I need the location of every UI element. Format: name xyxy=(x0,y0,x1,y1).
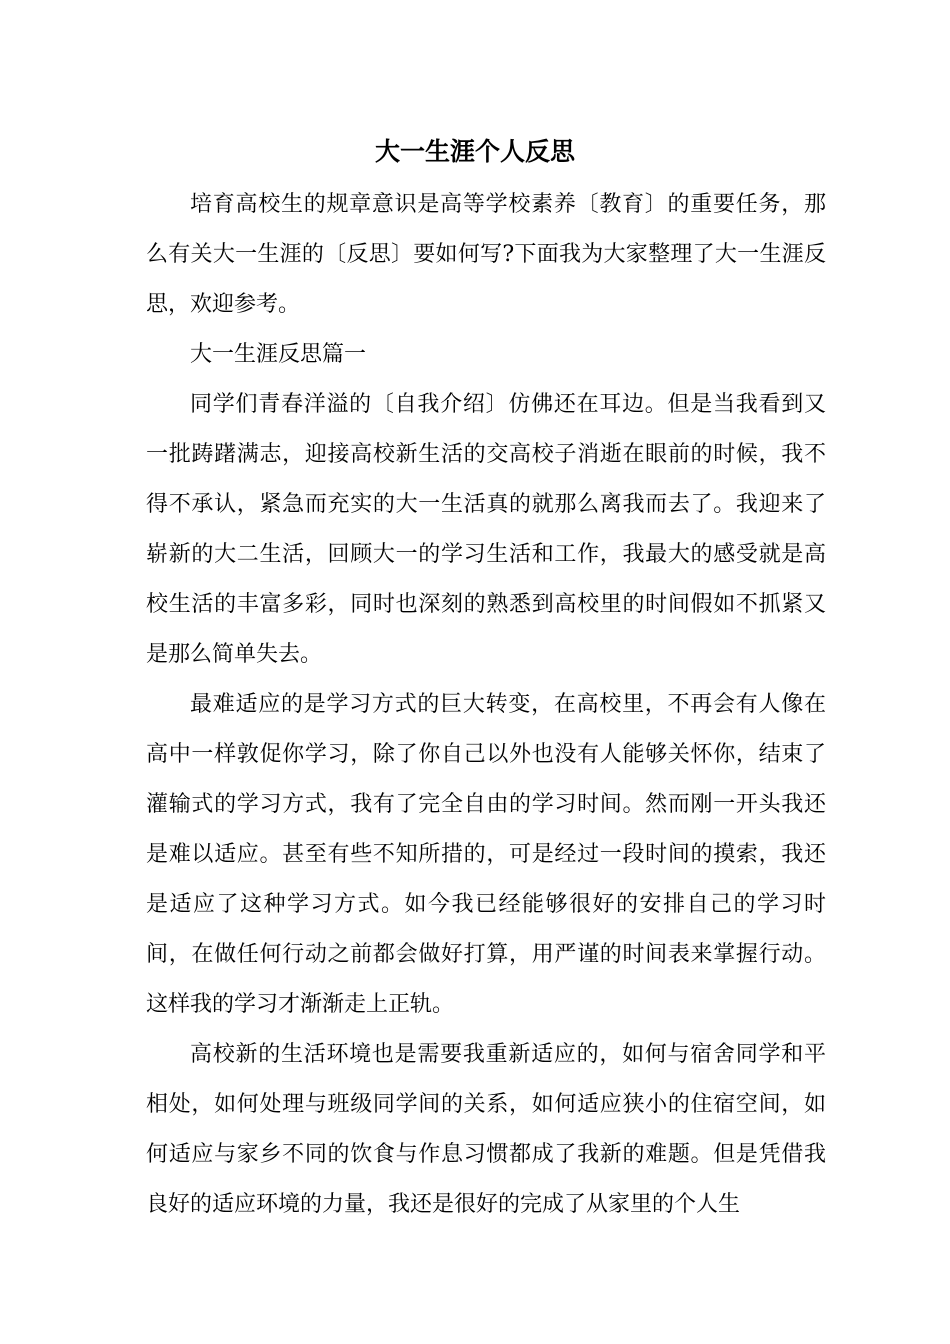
paragraph-2: 最难适应的是学习方式的巨大转变，在高校里，不再会有人像在高中一样敦促你学习，除了你自己以外也没有人能够关怀你，结束了灌输式的学习方式，我有了完全自由的学习时间。然而刚一开头我还是难以适应。甚至有些不知所措的，可是经过一段时间的摸索，我还是适应了这种学习方式。如今我已经能够很好的安排自己的学习时间，在做任何行动之前都会做好打算，用严谨的时间表来掌握行动。这样我的学习才渐渐走上正轨。 xyxy=(146,692,826,1017)
paragraph-3: 高校新的生活环境也是需要我重新适应的，如何与宿舍同学和平相处，如何处理与班级同学间的关系，如何适应狭小的住宿空间，如何适应与家乡不同的饮食与作息习惯都成了我新的难题。但是凭借我良好的适应环境的力量，我还是很好的完成了从家里的个人生 xyxy=(146,1042,826,1217)
paragraph-1: 同学们青春洋溢的〔自我介绍〕仿佛还在耳边。但是当我看到又一批踌躇满志，迎接高校新生活的交高校子消逝在眼前的时候，我不得不承认，紧急而充实的大一生活真的就那么离我而去了。我迎来了崭新的大二生活，回顾大一的学习生活和工作，我最大的感受就是高校生活的丰富多彩，同时也深刻的熟悉到高校里的时间假如不抓紧又是那么简单失去。 xyxy=(146,392,826,667)
document-body xyxy=(146,180,826,1230)
paragraph-intro: 培育高校生的规章意识是高等学校素养〔教育〕的重要任务，那么有关大一生涯的〔反思〕要如何写?下面我为大家整理了大一生涯反思，欢迎参考。 xyxy=(146,192,826,317)
document-title: 大一生涯个人反思 xyxy=(374,137,575,166)
section-heading: 大一生涯反思篇一 xyxy=(190,342,367,367)
